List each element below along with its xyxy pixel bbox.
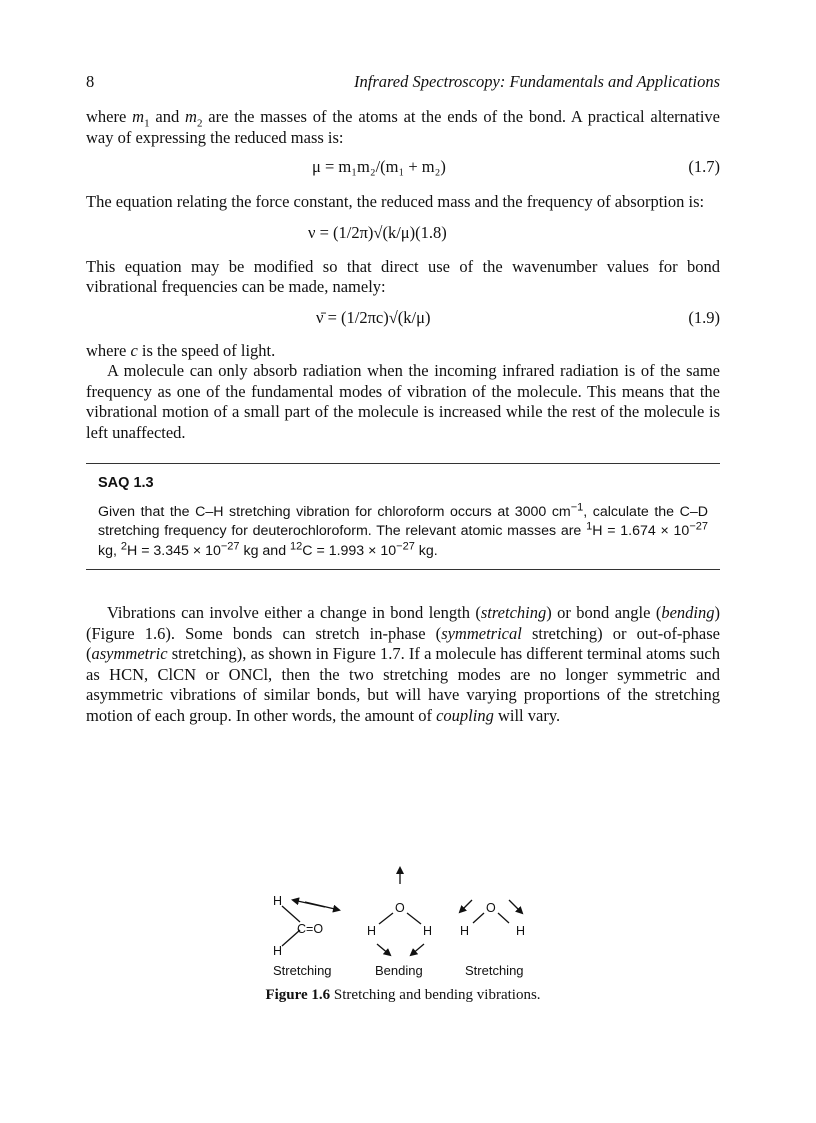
- saq-box: [86, 464, 720, 569]
- atom-h-top: H: [273, 894, 283, 908]
- figure-caption-text: Stretching and bending vibrations.: [333, 987, 541, 1003]
- paragraph-speed-of-light: where c is the speed of light.: [86, 340, 276, 360]
- label-stretching-2: Stretching: [465, 963, 524, 978]
- paragraph-absorption: A molecule can only absorb radiation when the incoming infrared radiation is of the same frequency as one of the fundamental modes of vibration of the molecule. This means that the vibrational motion of a small part of the molecule is increased while the rest of the molecule is left unaffected.: [86, 361, 720, 442]
- atom-h-right: H: [423, 924, 433, 938]
- equation-1-7: [86, 157, 720, 179]
- arrow-left: [293, 900, 325, 907]
- atom-co: C=O: [297, 922, 324, 936]
- label-bending: Bending: [375, 963, 423, 978]
- figure-1-6: [86, 860, 720, 1020]
- vibration-diagram: [86, 860, 720, 985]
- atom-h-left-2: H: [460, 924, 470, 938]
- book-title: Infrared Spectroscopy: Fundamentals and Applications: [353, 72, 720, 91]
- label-stretching-1: Stretching: [273, 963, 332, 978]
- saq-question: Given that the C–H stretching vibration for chloroform occurs at 3000 $cm^{-1}$, calculate the C–D stretching frequency for deuterochloroform. The relevant atomic masses are $^1H = 1.674 \times 10^{-27}$ kg, $^2H = 3.345 \times 10^{-27}$ kg and $^{12}C = 1.993 \times 10^{-27}$ kg.: [98, 500, 708, 559]
- arrow-down-right: [377, 944, 390, 955]
- arrow-down-left-2: [460, 900, 472, 912]
- equation-number: (1.9): [688, 307, 720, 327]
- saq-title: SAQ 1.3: [98, 475, 154, 491]
- equation-text: ν = (1/2π)√(k/μ)(1.8): [308, 222, 447, 242]
- page-number: 8: [86, 72, 95, 91]
- figure-caption: [86, 987, 720, 1004]
- atom-h-right-2: H: [516, 924, 526, 938]
- equation-text: ν̄ = (1/2πc)√(k/μ): [316, 307, 431, 327]
- figure-label: Figure 1.6: [265, 987, 331, 1003]
- arrow-down-right-2: [509, 900, 522, 913]
- running-head: [86, 72, 720, 94]
- atom-o-stretching: O: [486, 901, 496, 915]
- saq-bottom-rule: [86, 569, 720, 570]
- atom-o-bending: O: [395, 901, 405, 915]
- paragraph-reduced-mass: where $m_1$ and $m_2$ are the masses of the atoms at the ends of the bond. A practical alternative way of expressing the reduced mass is:: [86, 107, 720, 147]
- equation-1-8: [86, 223, 720, 245]
- atom-h-bottom: H: [273, 944, 283, 958]
- equation-text: μ = m₁m₂/(m₁ + m₂): [312, 157, 446, 176]
- paragraph-wavenumber: This equation may be modified so that direct use of the wavenumber values for bond vibrational frequencies can be made, namely:: [86, 256, 720, 296]
- paragraph-vibrations: Vibrations can involve either a change in bond length (stretching) or bond angle (bending) (Figure 1.6). Some bonds can stretch in-phase (symmetrical stretching) or out-of-phase (asymmetric stretching), as shown in Figure 1.7. If a molecule has different terminal atoms such as HCN, ClCN or ONCl, then the two stretching modes are no longer symmetric and asymmetric vibrations of similar bonds, but will have varying proportions of the stretching motion of each group. In other words, the amount of coupling will vary.: [86, 603, 720, 725]
- arrow-down-left: [411, 944, 424, 955]
- atom-h-left: H: [367, 924, 377, 938]
- paragraph-frequency: The equation relating the force constant, the reduced mass and the frequency of absorption is:: [86, 192, 705, 211]
- equation-number: (1.7): [688, 157, 720, 176]
- equation-1-9: [86, 308, 720, 330]
